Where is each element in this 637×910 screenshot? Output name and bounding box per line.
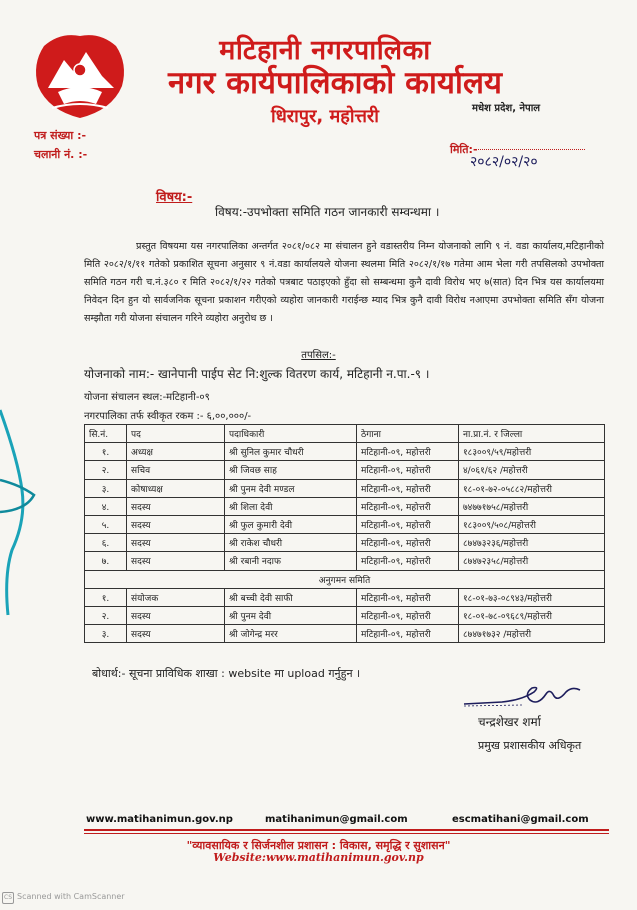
table-cell: मटिहानी-०९, महोत्तरी: [357, 606, 459, 624]
table-cell: मटिहानी-०९, महोत्तरी: [357, 588, 459, 606]
table-cell: सचिव: [127, 461, 225, 479]
date-dotted-line: [475, 149, 585, 150]
table-row: [85, 461, 605, 479]
subject-heading: विषय:-: [156, 190, 193, 205]
table-cell: मटिहानी-०९, महोत्तरी: [357, 497, 459, 515]
table-cell: ५.: [85, 515, 127, 533]
footer-rule-thin: [84, 833, 609, 834]
signatory-title: प्रमुख प्रशासकीय अधिकृत: [478, 739, 582, 752]
table-cell: सदस्य: [127, 515, 225, 533]
table-cell: ६.: [85, 534, 127, 552]
table-row: [85, 625, 605, 643]
table-cell: सदस्य: [127, 497, 225, 515]
table-cell: ४/०६१/६२ /महोत्तरी: [459, 461, 605, 479]
footer-email-2: escmatihani@gmail.com: [452, 814, 589, 825]
table-cell: १८३००९/५०८/महोत्तरी: [459, 515, 605, 533]
footer-rule: [84, 829, 609, 831]
table-cell: श्री रबानी नदाफ: [225, 552, 357, 570]
table-cell: मटिहानी-०९, महोत्तरी: [357, 443, 459, 461]
province-label: मधेश प्रदेश, नेपाल: [472, 103, 541, 114]
table-cell: ३.: [85, 625, 127, 643]
table-cell: १.: [85, 443, 127, 461]
table-row: [85, 497, 605, 515]
table-cell: कोषाध्यक्ष: [127, 479, 225, 497]
table-cell: ८७४७१७३२ /महोत्तरी: [459, 625, 605, 643]
footer-website: www.matihanimun.gov.np: [86, 814, 233, 825]
table-cell: मटिहानी-०९, महोत्तरी: [357, 552, 459, 570]
table-cell: सदस्य: [127, 534, 225, 552]
table-cell: ८७४७३२३६/महोत्तरी: [459, 534, 605, 552]
footer-slogan: "व्यावसायिक र सिर्जनशील प्रशासन : विकास, समृद्धि र सुशासन": [186, 839, 451, 852]
table-cell: श्री शिला देवी: [225, 497, 357, 515]
table-cell: ३.: [85, 479, 127, 497]
approved-amount: नगरपालिका तर्फ स्वीकृत रकम :- ६,००,०००/-: [84, 411, 252, 422]
table-cell: श्री पुनम देवी: [225, 606, 357, 624]
signatory-name: चन्द्रशेखर शर्मा: [478, 715, 541, 729]
table-row: [85, 479, 605, 497]
camscanner-icon: CS: [2, 892, 14, 904]
miti-label: मिति:-: [450, 143, 478, 156]
header-cell: पद: [127, 425, 225, 443]
section-row: [85, 570, 605, 588]
table-cell: अध्यक्ष: [127, 443, 225, 461]
letter-date: २०८२/०२/२०: [470, 154, 538, 170]
table-cell: श्री जिवछ साह: [225, 461, 357, 479]
table-cell: मटिहानी-०९, महोत्तरी: [357, 625, 459, 643]
header-cell: पदाधिकारी: [225, 425, 357, 443]
table-cell: श्री राकेश चौधरी: [225, 534, 357, 552]
table-row: [85, 552, 605, 570]
table-cell: श्री जोगेन्द्र मरर: [225, 625, 357, 643]
project-name: योजनाको नाम:- खानेपानी पाईप सेट नि:शुल्क वितरण कार्य, मटिहानी न.पा.-९ ।: [84, 367, 430, 381]
table-row: [85, 515, 605, 533]
project-site: योजना संचालन स्थल:-मटिहानी-०९: [84, 392, 210, 403]
table-cell: १८३००९/५९/महोत्तरी: [459, 443, 605, 461]
header-cell: सि.नं.: [85, 425, 127, 443]
org-address: धिरापुर, महोत्तरी: [271, 106, 379, 127]
table-cell: मटिहानी-०९, महोत्तरी: [357, 461, 459, 479]
table-cell: १८-०१-७३-०८९४३/महोत्तरी: [459, 588, 605, 606]
header-cell: ना.प्रा.नं. र जिल्ला: [459, 425, 605, 443]
table-cell: १८-०१-७८-०९६८९/महोत्तरी: [459, 606, 605, 624]
table-header-row: [85, 425, 605, 443]
table-row: [85, 443, 605, 461]
table-cell: श्री फुल कुमारी देवी: [225, 515, 357, 533]
table-cell: मटिहानी-०९, महोत्तरी: [357, 515, 459, 533]
table-cell: सदस्य: [127, 552, 225, 570]
table-cell: मटिहानी-०९, महोत्तरी: [357, 534, 459, 552]
table-cell: ४.: [85, 497, 127, 515]
table-cell: २.: [85, 461, 127, 479]
signature-image: [462, 680, 592, 710]
table-cell: श्री पुनम देवी मण्डल: [225, 479, 357, 497]
org-name-line1: मटिहानी नगरपालिका: [219, 35, 431, 66]
table-row: [85, 588, 605, 606]
table-row: [85, 606, 605, 624]
committee-table: [84, 424, 605, 643]
table-cell: ७४७७१७५८/महोत्तरी: [459, 497, 605, 515]
tapasil-heading: तपसिल:-: [301, 350, 336, 361]
table-cell: मटिहानी-०९, महोत्तरी: [357, 479, 459, 497]
chalani-number-label: चलानी नं. :-: [34, 148, 88, 161]
footer-web-line: Website:www.matihanimun.gov.np: [213, 851, 424, 864]
subject-text: विषय:-उपभोक्ता समिति गठन जानकारी सम्वन्धमा ।: [215, 205, 440, 219]
table-cell: श्री बच्ची देवी साफी: [225, 588, 357, 606]
org-name-line2: नगर कार्यपालिकाको कार्यालय: [168, 65, 502, 101]
nepal-emblem-logo: [30, 30, 130, 122]
table-cell: सदस्य: [127, 606, 225, 624]
table-cell: सदस्य: [127, 625, 225, 643]
scanner-text: Scanned with CamScanner: [17, 892, 125, 901]
body-paragraph: प्रस्तुत विषयमा यस नगरपालिका अन्तर्गत २०८१/०८२ मा संचालन हुने वडास्तरीय निम्न योजनाको लागि ९ नं. वडा कार्यालय,मटिहानीको मिति २०८२/१/११ गतेको प्रकाशित सूचना अनुसार ९ नं.वडा कार्यालयले योजना स्थलमा मिति २०८२/१/१७ गतेमा आम भेला गरी तपसिलको उपभोक्ता समिति गठन गरी च.नं.३८० र मिति २०८२/१/२२ गतेको पत्रबाट पठाइएको हुँदा सो सम्बन्धमा कुनै दावी विरोध भए ७(सात) दिन भित्र यस कार्यालयमा निवेदन दिन हुन यो सार्वजनिक सूचना प्रकाशन गरीएको व्यहोरा जानकारी गराईन्छ म्याद भित्र कुनै दावी विरोध नआएमा उपभोक्ता समिति सँग योजना सम्झौता गरी योजना संचालन गरिने व्यहोरा अनुरोध छ ।: [84, 241, 604, 324]
table-cell: ८७४७२३५८/महोत्तरी: [459, 552, 605, 570]
section-label: अनुगमन समिति: [85, 570, 605, 588]
footer-email-1: matihanimun@gmail.com: [265, 814, 408, 825]
table-cell: २.: [85, 606, 127, 624]
binding-string: [0, 400, 40, 620]
table-cell: १८-०१-७२-०५८८२/महोत्तरी: [459, 479, 605, 497]
table-row: [85, 534, 605, 552]
bodharth-note: बोधार्थ:- सूचना प्राविधिक शाखा : website मा upload गर्नुहुन ।: [92, 667, 361, 680]
table-cell: श्री सुनिल कुमार चौधरी: [225, 443, 357, 461]
table-cell: १.: [85, 588, 127, 606]
scanner-watermark: [2, 892, 125, 904]
patra-sankhya-label: पत्र संख्या :-: [34, 129, 87, 142]
table-cell: संयोजक: [127, 588, 225, 606]
table-cell: ७.: [85, 552, 127, 570]
header-cell: ठेगाना: [357, 425, 459, 443]
